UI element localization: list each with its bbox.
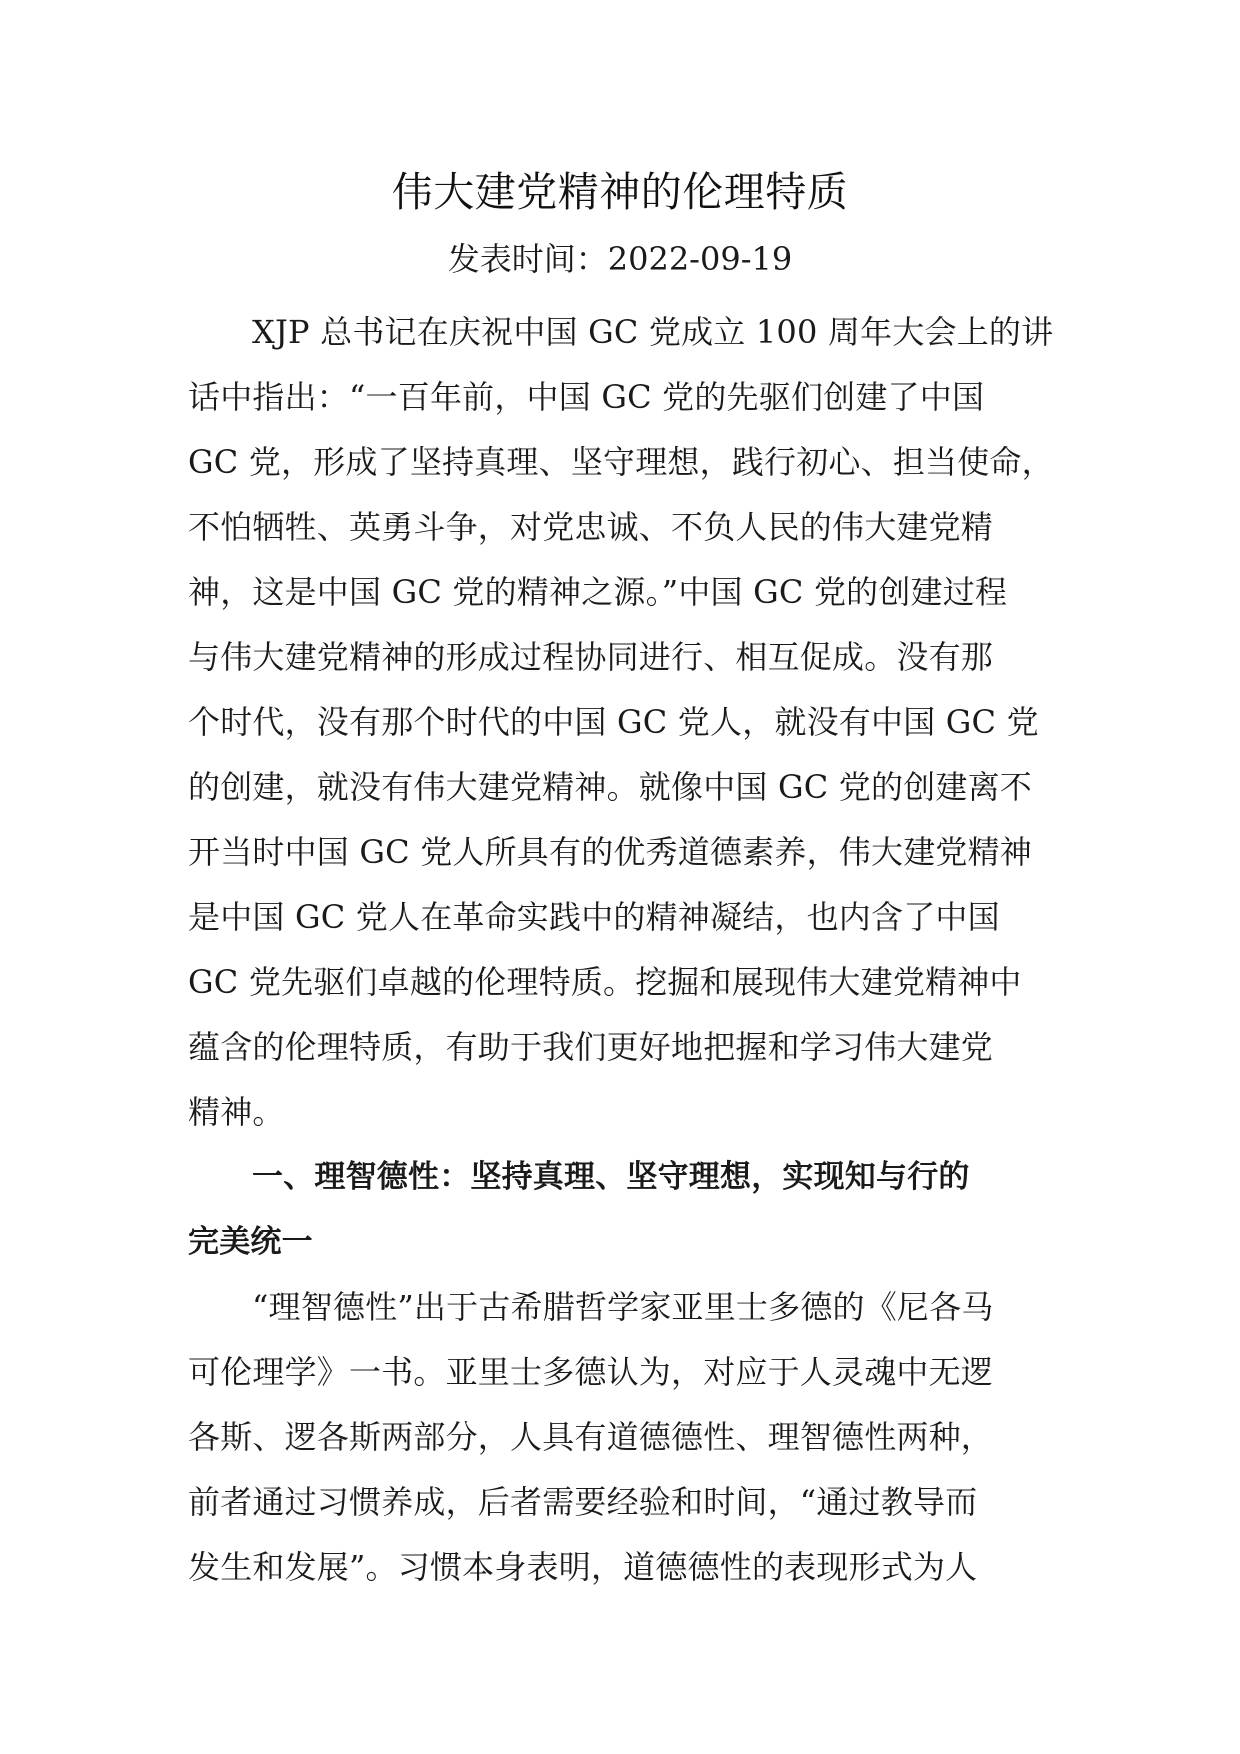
article-body [188,300,1088,1600]
body-line: 话中指出：“一百年前，中国 GC 党的先驱们创建了中国 [188,378,985,416]
body-line: 精神。 [188,1093,285,1131]
body-line: XJP 总书记在庆祝中国 GC 党成立 100 周年大会上的讲 [252,313,1054,351]
body-line: 发生和发展”。习惯本身表明，道德德性的表现形式为人 [188,1548,978,1586]
body-line: “理智德性”出于古希腊哲学家亚里士多德的《尼各马 [252,1288,994,1326]
body-line: 前者通过习惯养成，后者需要经验和时间，“通过教导而 [188,1483,978,1521]
body-line: 的创建，就没有伟大建党精神。就像中国 GC 党的创建离不 [188,768,1032,806]
body-line: 个时代，没有那个时代的中国 GC 党人，就没有中国 GC 党 [188,703,1039,741]
article-title: 伟大建党精神的伦理特质 [391,168,849,216]
section-heading-line: 一、理智德性：坚持真理、坚守理想，实现知与行的 [252,1159,970,1195]
body-line: 可伦理学》一书。亚里士多德认为，对应于人灵魂中无逻 [188,1353,994,1391]
body-line: 开当时中国 GC 党人所具有的优秀道德素养，伟大建党精神 [188,833,1032,871]
publish-date: 发表时间：2022-09-19 [447,240,793,278]
body-line: 神，这是中国 GC 党的精神之源。”中国 GC 党的创建过程 [188,573,1008,611]
body-line: 不怕牺牲、英勇斗争，对党忠诚、不负人民的伟大建党精 [188,508,994,546]
body-line: 是中国 GC 党人在革命实践中的精神凝结，也内含了中国 [188,898,1000,936]
body-line: 蕴含的伦理特质，有助于我们更好地把握和学习伟大建党 [188,1028,994,1066]
section-heading-line: 完美统一 [188,1224,313,1260]
body-line: GC 党先驱们卓越的伦理特质。挖掘和展现伟大建党精神中 [188,963,1022,1001]
body-line: GC 党，形成了坚持真理、坚守理想，践行初心、担当使命， [188,443,1054,481]
body-line: 与伟大建党精神的形成过程协同进行、相互促成。没有那 [188,638,994,676]
body-line: 各斯、逻各斯两部分，人具有道德德性、理智德性两种， [188,1418,994,1456]
